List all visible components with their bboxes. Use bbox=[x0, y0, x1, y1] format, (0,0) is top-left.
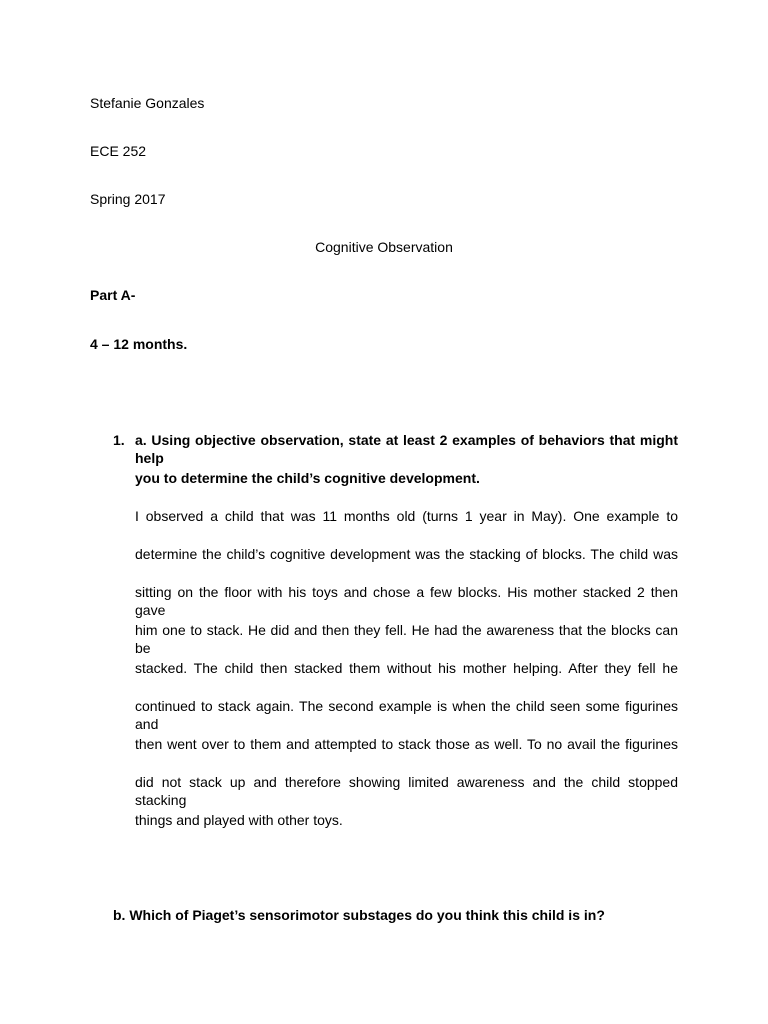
answer-line: stacked. The child then stacked them without his mother helping. After they fell he bbox=[135, 660, 678, 676]
answer-line: determine the child’s cognitive development was the stacking of blocks. The child was bbox=[135, 546, 678, 562]
answer-line: things and played with other toys. bbox=[135, 812, 343, 828]
answer-line: sitting on the floor with his toys and chose a few blocks. His mother stacked 2 then gave bbox=[135, 584, 678, 618]
answer-line: him one to stack. He did and then they fell. He had the awareness that the blocks can be bbox=[135, 622, 678, 656]
answer-line: then went over to them and attempted to stack those as well. To no avail the figurines bbox=[135, 736, 678, 752]
author-name: Stefanie Gonzales bbox=[90, 95, 205, 111]
question-1b: b. Which of Piaget’s sensorimotor substages do you think this child is in? bbox=[113, 907, 605, 923]
term: Spring 2017 bbox=[90, 191, 166, 207]
question-number: 1. bbox=[113, 432, 125, 448]
document-title: Cognitive Observation bbox=[315, 239, 453, 255]
question-1a bbox=[135, 431, 678, 507]
question-prompt-line: a. Using objective observation, state at least 2 examples of behaviors that might help bbox=[135, 432, 678, 466]
answer-line: continued to stack again. The second example is when the child seen some figurines and bbox=[135, 698, 678, 732]
answer-paragraph bbox=[135, 507, 678, 849]
course-code: ECE 252 bbox=[90, 143, 147, 159]
answer-line: I observed a child that was 11 months old (turns 1 year in May). One example to bbox=[135, 508, 678, 524]
answer-line: did not stack up and therefore showing limited awareness and the child stopped stacking bbox=[135, 774, 678, 808]
age-range-heading: 4 – 12 months. bbox=[90, 336, 188, 352]
question-prompt-line: you to determine the child’s cognitive development. bbox=[135, 470, 480, 486]
part-heading: Part A- bbox=[90, 287, 136, 303]
